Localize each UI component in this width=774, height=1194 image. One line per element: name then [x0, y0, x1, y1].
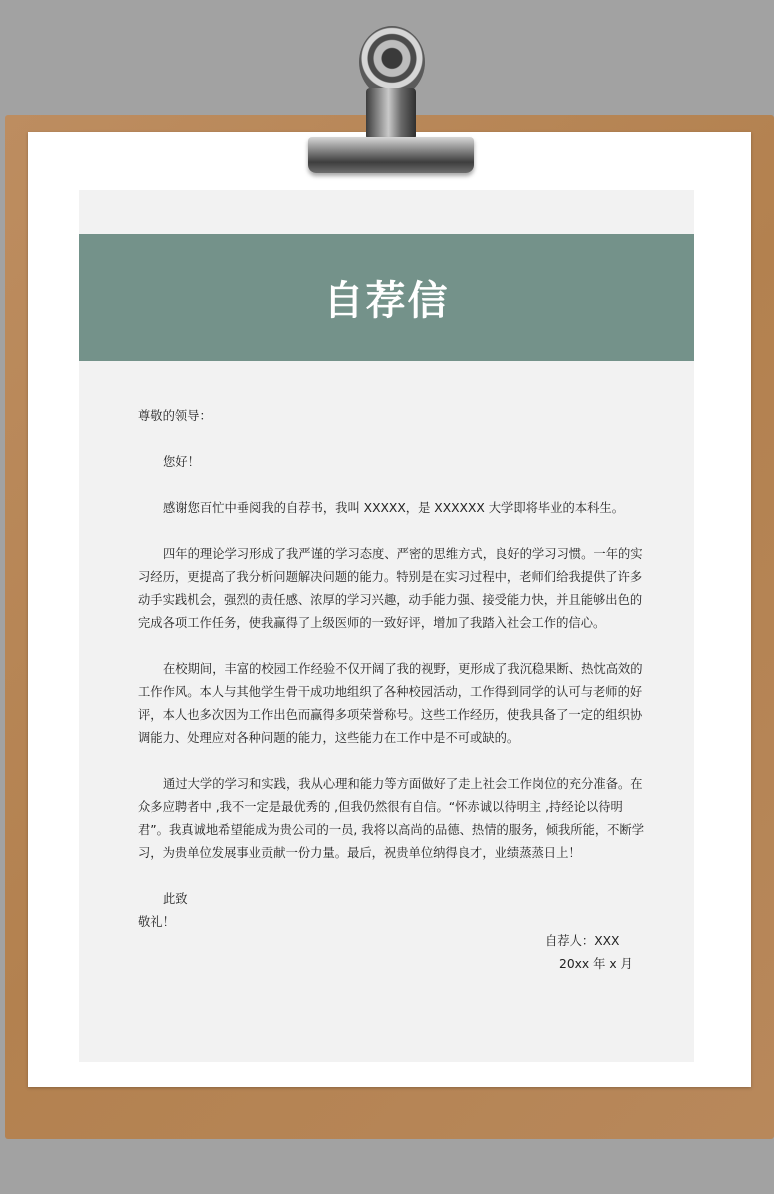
greeting: 您好！: [163, 455, 200, 469]
salutation: 尊敬的领导：: [138, 409, 212, 423]
binder-clip-icon: [308, 137, 474, 173]
paragraph-4: 通过大学的学习和实践，我从心理和能力等方面做好了走上社会工作岗位的充分准备。在众多应聘者中 ,我不一定是最优秀的 ,但我仍然很有自信。“怀赤诚以待明主 ,持经论以待明君”。我真诚地希望能成为贵公司的一员, 我将以高尚的品德、热情的服务，倾我所能，不断学习，为贵单位发展事业贡献一份力量。最后，祝贵单位纳得良才，业绩蒸蒸日上！: [138, 777, 645, 860]
date: 20xx 年 x 月: [559, 957, 633, 971]
paragraph-1: 感谢您百忙中垂阅我的自荐书，我叫 XXXXX，是 XXXXXX 大学即将毕业的本科生。: [163, 501, 625, 515]
closing-line-1: 此致: [163, 892, 188, 906]
title-banner: [79, 234, 694, 361]
page-title: 自荐信: [323, 278, 450, 324]
clip-neck: [366, 88, 416, 140]
signature-block: [545, 930, 665, 976]
closing-line-2: 敬礼！: [138, 915, 175, 929]
paragraph-2: 四年的理论学习形成了我严谨的学习态度、严密的思维方式，良好的学习习惯。一年的实习经历，更提高了我分析问题解决问题的能力。特别是在实习过程中，老师们给我提供了许多动手实践机会，强烈的责任感、浓厚的学习兴趣，动手能力强、接受能力快，并且能够出色的完成各项工作任务，使我赢得了上级医师的一致好评，增加了我踏入社会工作的信心。: [138, 547, 643, 630]
letter-body: [138, 405, 648, 934]
signature: 自荐人：XXX: [545, 934, 620, 948]
paragraph-3: 在校期间，丰富的校园工作经验不仅开阔了我的视野，更形成了我沉稳果断、热忱高效的工作作风。本人与其他学生骨干成功地组织了各种校园活动，工作得到同学的认可与老师的好评，本人也多次因为工作出色而赢得多项荣誉称号。这些工作经历，使我具备了一定的组织协调能力、处理应对各种问题的能力，这些能力在工作中是不可或缺的。: [138, 662, 643, 745]
